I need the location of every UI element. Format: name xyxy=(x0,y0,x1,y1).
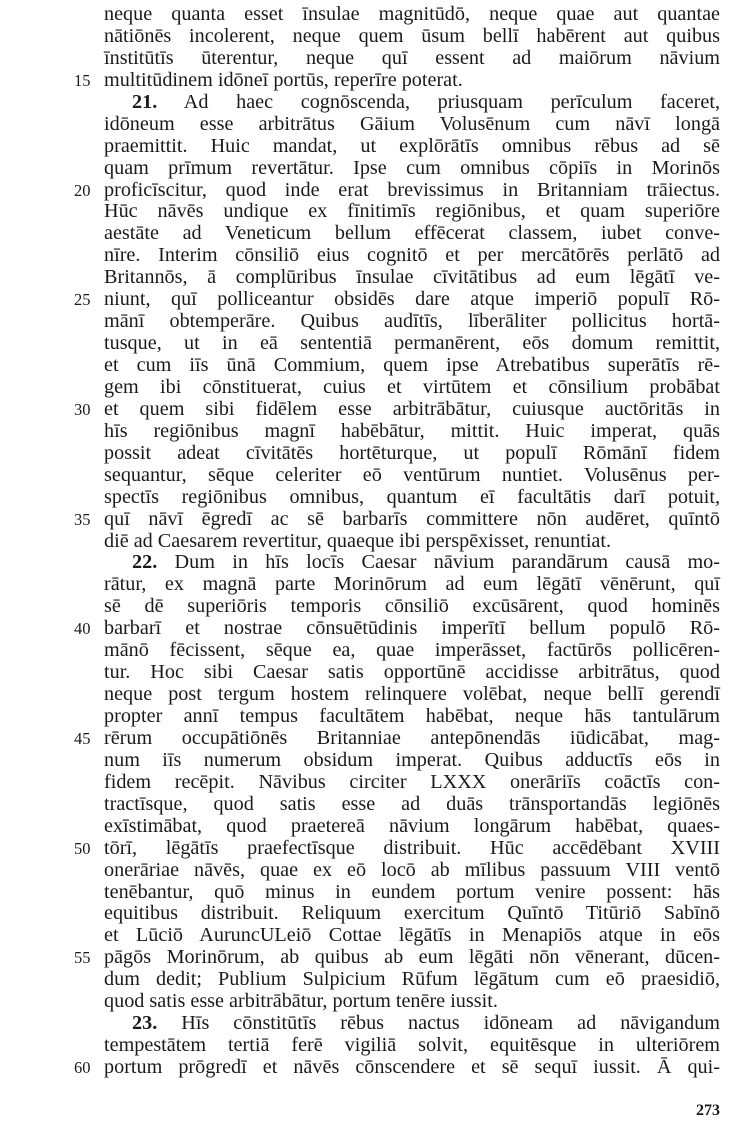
line-content: aestāte ad Veneticum bellum effēcerat classem, iubet conve- xyxy=(104,222,720,245)
text-line xyxy=(0,355,750,377)
text-line xyxy=(0,925,750,947)
line-text xyxy=(104,399,720,421)
text-line xyxy=(0,399,750,421)
line-text xyxy=(104,618,720,640)
line-content: sē dē superiōris temporis cōnsiliō excūsārent, quod hominēs xyxy=(104,595,720,618)
text-line xyxy=(0,816,750,838)
text-line xyxy=(0,750,750,772)
text-line xyxy=(0,114,750,136)
text-line xyxy=(0,4,750,26)
line-number: 60 xyxy=(74,1058,91,1077)
line-content: Ad haec cognōscenda, priusquam perīculum faceret, xyxy=(183,90,721,113)
line-text xyxy=(104,728,720,750)
line-content: rērum occupātiōnēs Britanniae antepōnendās iūdicābat, mag- xyxy=(104,726,720,749)
line-number: 20 xyxy=(74,180,91,200)
line-text xyxy=(104,136,720,158)
line-text xyxy=(104,662,720,684)
line-text xyxy=(104,706,720,728)
line-content: Hūc nāvēs undique ex fīnitimīs regiōnibus, et quam superiōre xyxy=(104,200,720,223)
line-content: tenēbantur, quō minus in eundem portum venire possent: hās xyxy=(104,880,720,903)
line-text xyxy=(104,245,720,267)
line-content: mānō fēcissent, sēque ea, quae imperāsset, factūrōs pollicēren- xyxy=(104,639,720,662)
line-number: 40 xyxy=(74,619,91,639)
line-text xyxy=(104,574,720,596)
text-line xyxy=(0,26,750,48)
line-number: 35 xyxy=(74,509,91,529)
text-line xyxy=(0,728,750,750)
line-text xyxy=(132,552,720,574)
line-content: tractīsque, quod satis esse ad duās trānsportandās legiōnēs xyxy=(104,792,720,815)
text-line xyxy=(0,333,750,355)
text-line xyxy=(0,443,750,465)
text-line xyxy=(0,158,750,180)
text-line xyxy=(0,1013,750,1035)
line-text xyxy=(104,333,720,355)
line-content: fidem recēpit. Nāvibus circiter LXXX onerāriīs coāctīs con- xyxy=(104,770,720,793)
line-text xyxy=(104,180,720,202)
line-text xyxy=(104,48,720,70)
line-content: proficīscitur, quod inde erat brevissimus in Britanniam trāiectus. xyxy=(104,178,720,201)
line-content: pāgōs Morinōrum, ab quibus ab eum lēgāti nōn vēnerant, dūcen- xyxy=(104,946,720,969)
text-line xyxy=(0,860,750,882)
line-content: quī nāvī ēgredī ac sē barbarīs committere nōn audēret, quīntō xyxy=(104,507,720,530)
chapter-number: 22. xyxy=(132,551,158,574)
line-content: sequantur, sēque celeriter eō ventūrum nuntiet. Volusēnus per- xyxy=(104,463,720,486)
text-line xyxy=(0,947,750,969)
line-content: spectīs regiōnibus omnibus, quantum eī facultātis darī potuit, xyxy=(104,485,720,508)
line-text xyxy=(132,92,720,114)
line-text xyxy=(104,750,720,772)
line-text xyxy=(104,596,720,618)
text-line xyxy=(0,684,750,706)
page-number: 273 xyxy=(696,1102,720,1119)
text-line xyxy=(0,245,750,267)
line-content: rātur, ex magnā parte Morinōrum ad eum lēgātī vēnērunt, quī xyxy=(104,573,720,596)
text-line xyxy=(0,618,750,640)
text-line xyxy=(0,531,750,553)
line-content: mānī obtemperāre. Quibus audītīs, līberāliter pollicitus hortā- xyxy=(104,310,720,333)
text-line xyxy=(0,48,750,70)
line-text xyxy=(104,201,720,223)
line-text xyxy=(104,509,720,531)
text-line xyxy=(0,838,750,860)
text-line xyxy=(0,574,750,596)
line-text xyxy=(104,4,720,26)
text-line xyxy=(0,509,750,531)
line-text xyxy=(104,465,720,487)
line-content: neque quanta esset īnsulae magnitūdō, neque quae aut quantae xyxy=(104,3,720,25)
text-line xyxy=(0,772,750,794)
text-line xyxy=(0,794,750,816)
line-content: quod satis esse arbitrābātur, portum tenēre iussit. xyxy=(104,990,498,1013)
line-content: niunt, quī polliceantur obsidēs dare atque imperiō populī Rō- xyxy=(104,288,720,311)
line-text xyxy=(104,487,720,509)
line-text xyxy=(104,421,720,443)
text-line xyxy=(0,223,750,245)
text-line xyxy=(0,487,750,509)
line-text xyxy=(104,991,720,1013)
text-line xyxy=(0,662,750,684)
text-line xyxy=(0,1035,750,1057)
line-number: 30 xyxy=(74,399,91,419)
text-line xyxy=(0,706,750,728)
line-content: praemittit. Huic mandat, ut explōrātīs omnibus rēbus ad sē xyxy=(104,134,720,157)
line-number: 15 xyxy=(74,70,91,90)
line-text xyxy=(104,443,720,465)
line-text xyxy=(104,903,720,925)
line-text xyxy=(104,289,720,311)
line-number: 50 xyxy=(74,838,91,858)
text-line xyxy=(0,377,750,399)
line-content: tōrī, lēgātīs praefectīsque distribuit. Hūc accēdēbant XVIII xyxy=(104,836,720,859)
line-text xyxy=(132,1013,720,1035)
line-text xyxy=(104,794,720,816)
line-text xyxy=(104,377,720,399)
text-line xyxy=(0,1057,750,1079)
line-number: 45 xyxy=(74,728,91,748)
line-content: possit adeat cīvitātēs hortēturque, ut populī Rōmānī fidem xyxy=(104,441,720,464)
line-content: onerāriae nāvēs, quae ex eō locō ab mīlibus passuum VIII ventō xyxy=(104,858,720,881)
line-text xyxy=(104,1035,720,1057)
line-text xyxy=(104,26,720,48)
line-content: Hīs cōnstitūtīs rēbus nactus idōneam ad nāvigandum xyxy=(181,1012,721,1035)
line-number: 55 xyxy=(74,948,91,968)
line-text xyxy=(104,114,720,136)
line-content: diē ad Caesarem revertitur, quaeque ibi perspēxisset, renuntiat. xyxy=(104,529,612,552)
line-text xyxy=(104,684,720,706)
line-content: quam prīmum revertātur. Ipse cum omnibus cōpiīs in Morinōs xyxy=(104,156,720,179)
line-text xyxy=(104,969,720,991)
text-line xyxy=(0,136,750,158)
line-text xyxy=(104,311,720,333)
line-content: propter annī tempus facultātem habēbat, neque hās tantulārum xyxy=(104,705,720,727)
chapter-number: 23. xyxy=(132,1012,158,1035)
text-line xyxy=(0,289,750,311)
text-line xyxy=(0,311,750,333)
line-content: et cum iīs ūnā Commium, quem ipse Atrebatibus superātīs rē- xyxy=(104,354,720,376)
line-text xyxy=(104,531,720,553)
line-content: tusque, ut in eā sententiā permanērent, eōs domum remittit, xyxy=(104,332,720,355)
chapter-number: 21. xyxy=(132,90,158,113)
text-line xyxy=(0,421,750,443)
line-content: neque post tergum hostem relinquere volēbat, neque bellī gerendī xyxy=(104,683,720,706)
line-text xyxy=(104,772,720,794)
text-line xyxy=(0,465,750,487)
text-line xyxy=(0,92,750,114)
line-text xyxy=(104,925,720,947)
line-number: 25 xyxy=(74,290,91,310)
line-text xyxy=(104,947,720,969)
line-text xyxy=(104,838,720,860)
line-content: equitibus distribuit. Reliquum exercitum Quīntō Titūriō Sabīnō xyxy=(104,902,720,925)
line-text xyxy=(104,882,720,904)
text-line xyxy=(0,969,750,991)
line-content: Britannōs, ā complūribus īnsulae cīvitātibus ad eum lēgātī ve- xyxy=(104,266,720,289)
text-line xyxy=(0,640,750,662)
line-content: īnstitūtīs ūterentur, neque quī essent ad maiōrum nāvium xyxy=(104,46,720,69)
line-content: et Lūciō AuruncULeiō Cottae lēgātīs in Menapiōs atque in eōs xyxy=(104,924,720,947)
line-text xyxy=(104,223,720,245)
line-text xyxy=(104,860,720,882)
line-content: idōneum esse arbitrātus Gāium Volusēnum cum nāvī longā xyxy=(104,112,720,135)
line-content: gem ibi cōnstituerat, cuius et virtūtem et cōnsilium probābat xyxy=(104,375,720,398)
line-content: exīstimābat, quod praetereā nāvium longārum habēbat, quaes- xyxy=(104,814,720,837)
line-text xyxy=(104,267,720,289)
line-content: barbarī et nostrae cōnsuētūdinis imperītī bellum populō Rō- xyxy=(104,617,720,640)
text-line xyxy=(0,596,750,618)
line-content: num iīs numerum obsidum imperat. Quibus adductīs eōs in xyxy=(104,748,720,771)
line-content: nātiōnēs incolerent, neque quem ūsum bellī habērent aut quibus xyxy=(104,24,720,47)
line-text xyxy=(104,816,720,838)
line-content: multitūdinem idōneī portūs, reperīre poterat. xyxy=(104,68,463,91)
line-text xyxy=(104,158,720,180)
line-text xyxy=(104,355,720,377)
line-text xyxy=(104,70,720,92)
line-content: hīs regiōnibus magnī habēbātur, mittit. Huic imperat, quās xyxy=(104,419,720,442)
line-content: nīre. Interim cōnsiliō eius cognitō et per mercātōrēs perlātō ad xyxy=(104,244,720,267)
line-content: portum prōgredī et nāvēs cōnscendere et sē sequī iussit. Ā qui- xyxy=(104,1056,720,1078)
text-line xyxy=(0,267,750,289)
line-content: tempestātem tertiā ferē vigiliā solvit, equitēsque in ulteriōrem xyxy=(104,1034,720,1057)
text-line xyxy=(0,552,750,574)
text-line xyxy=(0,991,750,1013)
line-content: tur. Hoc sibi Caesar satis opportūnē accidisse arbitrātus, quod xyxy=(104,661,720,684)
latin-text-body xyxy=(0,4,750,1079)
text-line xyxy=(0,180,750,202)
line-text xyxy=(104,640,720,662)
text-line xyxy=(0,903,750,925)
line-content: dum dedit; Publium Sulpicium Rūfum lēgātum cum eō praesidiō, xyxy=(104,968,720,991)
line-content: Dum in hīs locīs Caesar nāvium parandārum causā mo- xyxy=(174,551,720,574)
text-line xyxy=(0,70,750,92)
line-text xyxy=(104,1057,720,1079)
line-content: et quem sibi fidēlem esse arbitrābātur, cuiusque auctōritās in xyxy=(104,397,720,420)
text-line xyxy=(0,882,750,904)
text-line xyxy=(0,201,750,223)
